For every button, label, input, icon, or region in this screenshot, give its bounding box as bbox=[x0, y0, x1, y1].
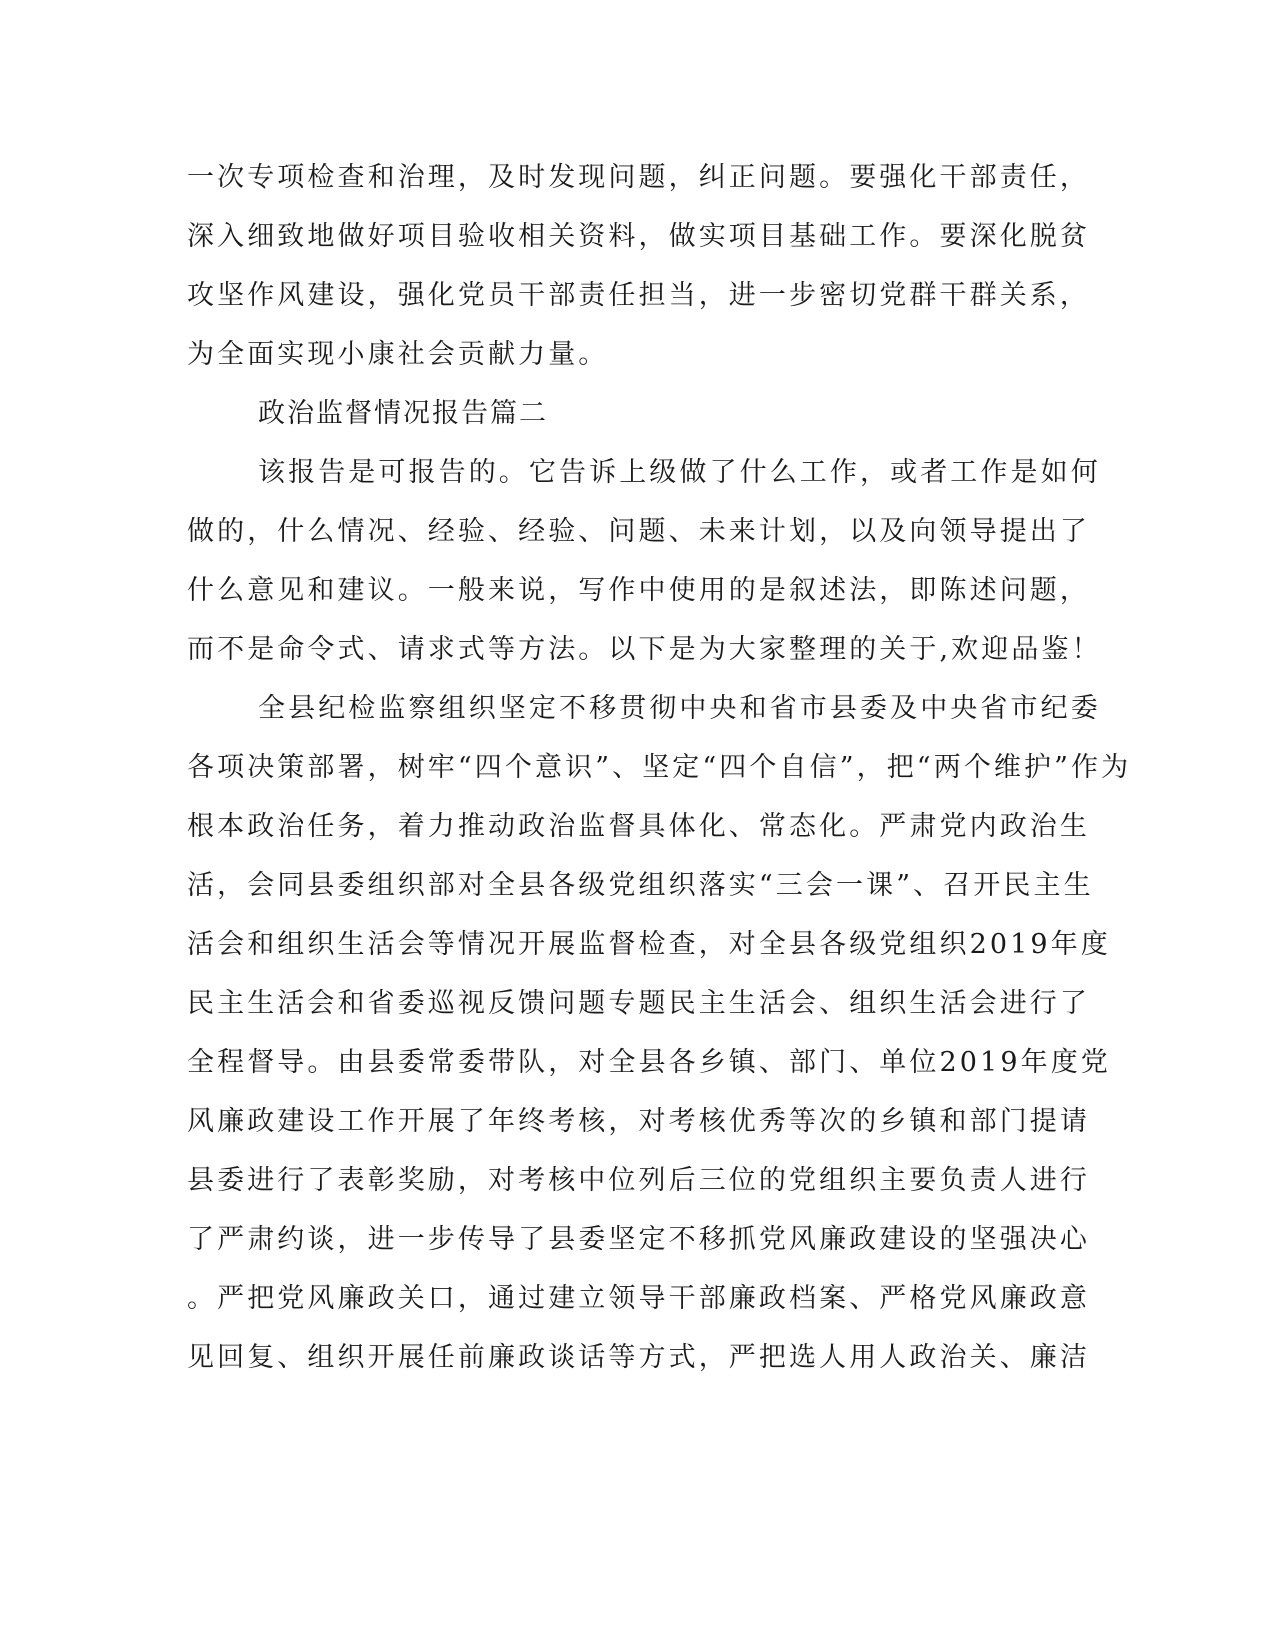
section-heading: 政治监督情况报告篇二 bbox=[258, 398, 548, 429]
paragraph-line: 活会和组织生活会等情况开展监督检查，对全县各级党组织2019年度 bbox=[187, 929, 1111, 960]
paragraph-line: 风廉政建设工作开展了年终考核，对考核优秀等次的乡镇和部门提请 bbox=[187, 1106, 1090, 1137]
paragraph-line: 全县纪检监察组织坚定不移贯彻中央和省市县委及中央省市纪委 bbox=[258, 693, 1101, 724]
paragraph-line: 见回复、组织开展任前廉政谈话等方式，严把选人用人政治关、廉洁 bbox=[187, 1342, 1090, 1373]
paragraph-line: 根本政治任务，着力推动政治监督具体化、常态化。严肃党内政治生 bbox=[187, 811, 1090, 842]
paragraph-line: 了严肃约谈，进一步传导了县委坚定不移抓党风廉政建设的坚强决心 bbox=[187, 1224, 1090, 1255]
paragraph-line: 什么意见和建议。一般来说，写作中使用的是叙述法，即陈述问题， bbox=[187, 575, 1090, 606]
paragraph-line: 民主生活会和省委巡视反馈问题专题民主生活会、组织生活会进行了 bbox=[187, 988, 1090, 1019]
paragraph-line: 全程督导。由县委常委带队，对全县各乡镇、部门、单位2019年度党 bbox=[187, 1047, 1111, 1078]
paragraph-line: 攻坚作风建设，强化党员干部责任担当，进一步密切党群干群关系， bbox=[187, 280, 1090, 311]
paragraph-line: 该报告是可报告的。它告诉上级做了什么工作，或者工作是如何 bbox=[258, 457, 1101, 488]
paragraph-line: 各项决策部署，树牢“四个意识”、坚定“四个自信”，把“两个维护”作为 bbox=[187, 752, 1132, 783]
paragraph-line: 做的，什么情况、经验、经验、问题、未来计划，以及向领导提出了 bbox=[187, 516, 1090, 547]
paragraph-line: 活，会同县委组织部对全县各级党组织落实“三会一课”、召开民主生 bbox=[187, 870, 1094, 901]
paragraph-line: 为全面实现小康社会贡献力量。 bbox=[187, 339, 609, 370]
paragraph-line: 而不是命令式、请求式等方法。以下是为大家整理的关于,欢迎品鉴！ bbox=[187, 634, 1102, 665]
paragraph-line: 一次专项检查和治理，及时发现问题，纠正问题。要强化干部责任， bbox=[187, 162, 1090, 193]
paragraph-line: 。严把党风廉政关口，通过建立领导干部廉政档案、严格党风廉政意 bbox=[187, 1283, 1090, 1314]
paragraph-line: 深入细致地做好项目验收相关资料，做实项目基础工作。要深化脱贫 bbox=[187, 221, 1090, 252]
paragraph-line: 县委进行了表彰奖励，对考核中位列后三位的党组织主要负责人进行 bbox=[187, 1165, 1090, 1196]
